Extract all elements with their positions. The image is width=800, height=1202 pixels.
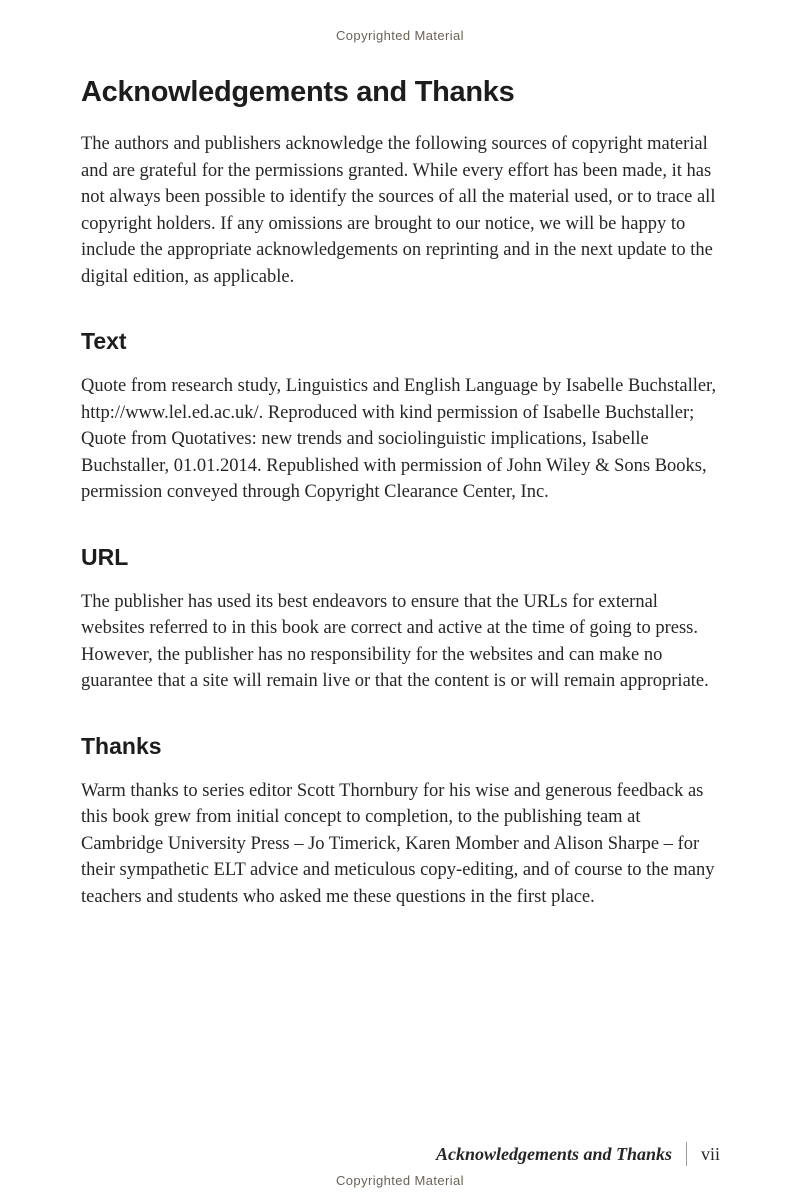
section-text [81, 328, 720, 506]
section-body-text: Quote from research study, Linguistics and English Language by Isabelle Buchstaller, http://www.lel.ed.ac.uk/. Reproduced with kind permission of Isabelle Buchstaller; Quote from Quotatives: new trends and sociolinguistic implications, Isabelle Buchstaller, 01.01.2014. Republished with permission of John Wiley & Sons Books, permission conveyed through Copyright Clearance Center, Inc. [81, 376, 717, 502]
section-url [81, 544, 720, 695]
section-body-thanks: Warm thanks to series editor Scott Thornbury for his wise and generous feedback as this book grew from initial concept to completion, to the publishing team at Cambridge University Press – Jo Timerick, Karen Momber and Alison Sharpe – for their sympathetic ELT advice and meticulous copy-editing, and of course to the many teachers and students who asked me these questions in the first place. [81, 780, 715, 907]
intro-paragraph: The authors and publishers acknowledge the following sources of copyright material and are grateful for the permissions granted. While every effort has been made, it has not always been possible to identify the sources of all the material used, or to trace all copyright holders. If any omissions are brought to our notice, we will be happy to include the appropriate acknowledgements on reprinting and in the next update to the digital edition, as applicable. [81, 134, 716, 287]
page-content [81, 76, 720, 910]
footer-divider [686, 1142, 687, 1166]
section-heading-url: URL [81, 543, 129, 570]
section-body-url: The publisher has used its best endeavors to ensure that the URLs for external websites referred to in this book are correct and active at the time of going to press. However, the publisher has no responsibility for the websites and can make no guarantee that a site will remain live or that the content is or will remain appropriate. [81, 591, 709, 691]
section-heading-thanks: Thanks [81, 732, 162, 759]
copyright-watermark-bottom: Copyrighted Material [336, 1173, 464, 1188]
section-thanks [81, 733, 720, 911]
page-footer [436, 1142, 720, 1166]
footer-page-number: vii [700, 1143, 720, 1164]
footer-running-title: Acknowledgements and Thanks [435, 1143, 672, 1164]
section-heading-text: Text [81, 328, 127, 354]
copyright-watermark-top: Copyrighted Material [336, 28, 464, 43]
page-title: Acknowledgements and Thanks [81, 76, 515, 108]
